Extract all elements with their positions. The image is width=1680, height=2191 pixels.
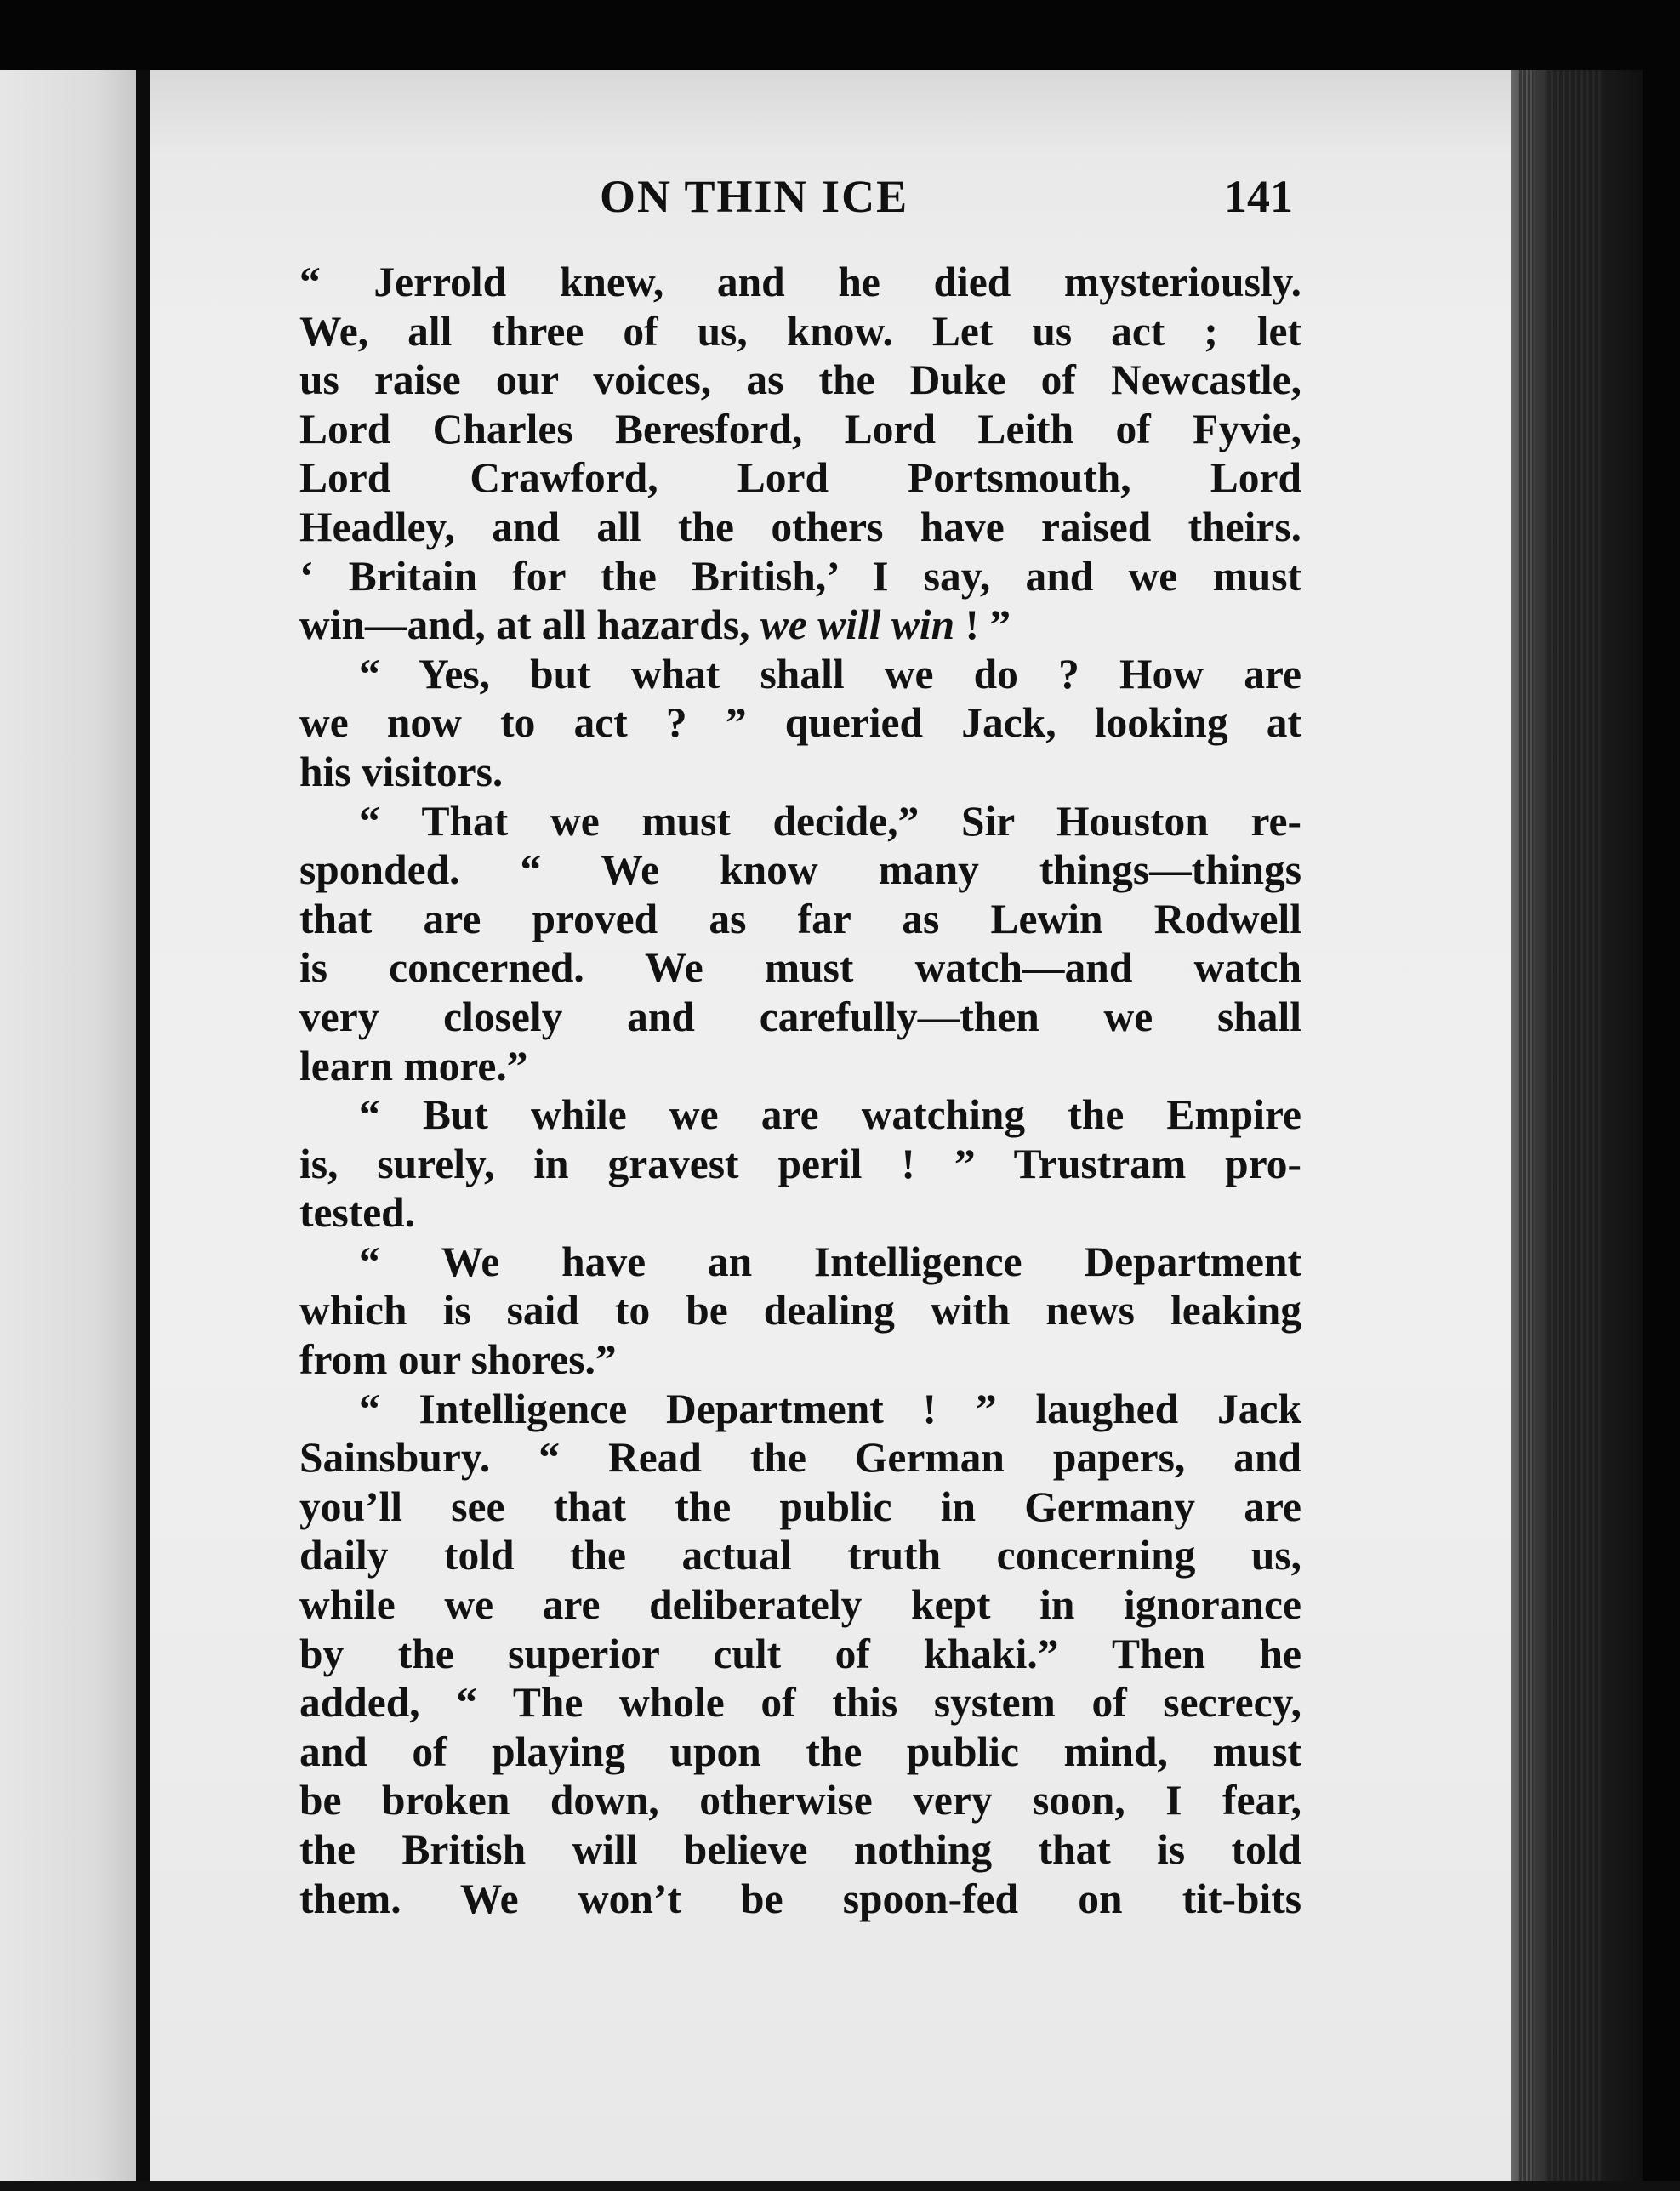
- text-line: us raise our voices, as the Duke of Newcastle,: [299, 356, 1301, 404]
- text-line: Sainsbury. “ Read the German papers, and: [299, 1434, 1301, 1482]
- running-head: [298, 170, 1293, 230]
- book-gutter: [136, 70, 150, 2191]
- page-number: 141: [1224, 171, 1293, 222]
- text-line: be broken down, otherwise very soon, I fear,: [299, 1777, 1301, 1824]
- text-line: and of playing upon the public mind, must: [299, 1727, 1301, 1775]
- page-fore-edge: [1511, 70, 1643, 2191]
- italic-emphasis: we will win: [760, 601, 955, 649]
- text-line: them. We won’t be spoon-fed on tit-bits: [299, 1875, 1301, 1922]
- text-run: ! ”: [954, 601, 1011, 649]
- text-line: daily told the actual truth concerning us,: [299, 1532, 1301, 1579]
- running-head-title: ON THIN ICE: [600, 171, 909, 222]
- body-text: [299, 258, 1301, 1923]
- scanner-border-right: [1643, 0, 1680, 2191]
- text-line: the British will believe nothing that is told: [299, 1826, 1301, 1873]
- text-line: tested.: [299, 1189, 416, 1237]
- text-line: which is said to be dealing with news leaking: [299, 1287, 1301, 1335]
- scanner-border-bottom: [0, 2181, 1680, 2191]
- text-line: Lord Charles Beresford, Lord Leith of Fyvie,: [299, 405, 1301, 452]
- text-line: Headley, and all the others have raised theirs.: [299, 503, 1301, 550]
- text-line: we now to act ? ” queried Jack, looking at: [299, 699, 1301, 747]
- text-line: “ Yes, but what shall we do ? How are: [359, 650, 1301, 697]
- text-line: you’ll see that the public in Germany are: [299, 1482, 1301, 1530]
- text-run: win—and, at all hazards,: [299, 601, 760, 649]
- text-line: is, surely, in gravest peril ! ” Trustram pro-: [299, 1140, 1301, 1187]
- text-line: by the superior cult of khaki.” Then he: [299, 1630, 1301, 1677]
- text-line: “ But while we are watching the Empire: [359, 1091, 1301, 1139]
- text-line: “ We have an Intelligence Department: [359, 1238, 1301, 1285]
- text-line: while we are deliberately kept in ignorance: [299, 1581, 1301, 1629]
- scanner-border-top: [0, 0, 1680, 70]
- text-line: that are proved as far as Lewin Rodwell: [299, 895, 1301, 942]
- text-line: ‘ Britain for the British,’ I say, and we must: [299, 552, 1301, 600]
- text-line: “ Intelligence Department ! ” laughed Jack: [359, 1385, 1301, 1432]
- text-line: [299, 600, 1301, 650]
- text-line: his visitors.: [299, 748, 504, 795]
- text-line: “ Jerrold knew, and he died mysteriously.: [299, 259, 1301, 305]
- facing-page-edge: [0, 70, 136, 2191]
- text-line: is concerned. We must watch—and watch: [299, 944, 1301, 992]
- text-line: added, “ The whole of this system of secrecy,: [299, 1679, 1301, 1727]
- text-line: “ That we must decide,” Sir Houston re-: [359, 797, 1301, 845]
- text-line: from our shores.”: [299, 1336, 617, 1384]
- text-line: Lord Crawford, Lord Portsmouth, Lord: [299, 454, 1301, 502]
- text-line: very closely and carefully—then we shall: [299, 993, 1301, 1040]
- text-line: sponded. “ We know many things—things: [299, 846, 1301, 894]
- text-line: We, all three of us, know. Let us act ; let: [299, 307, 1301, 355]
- text-line: learn more.”: [299, 1042, 528, 1090]
